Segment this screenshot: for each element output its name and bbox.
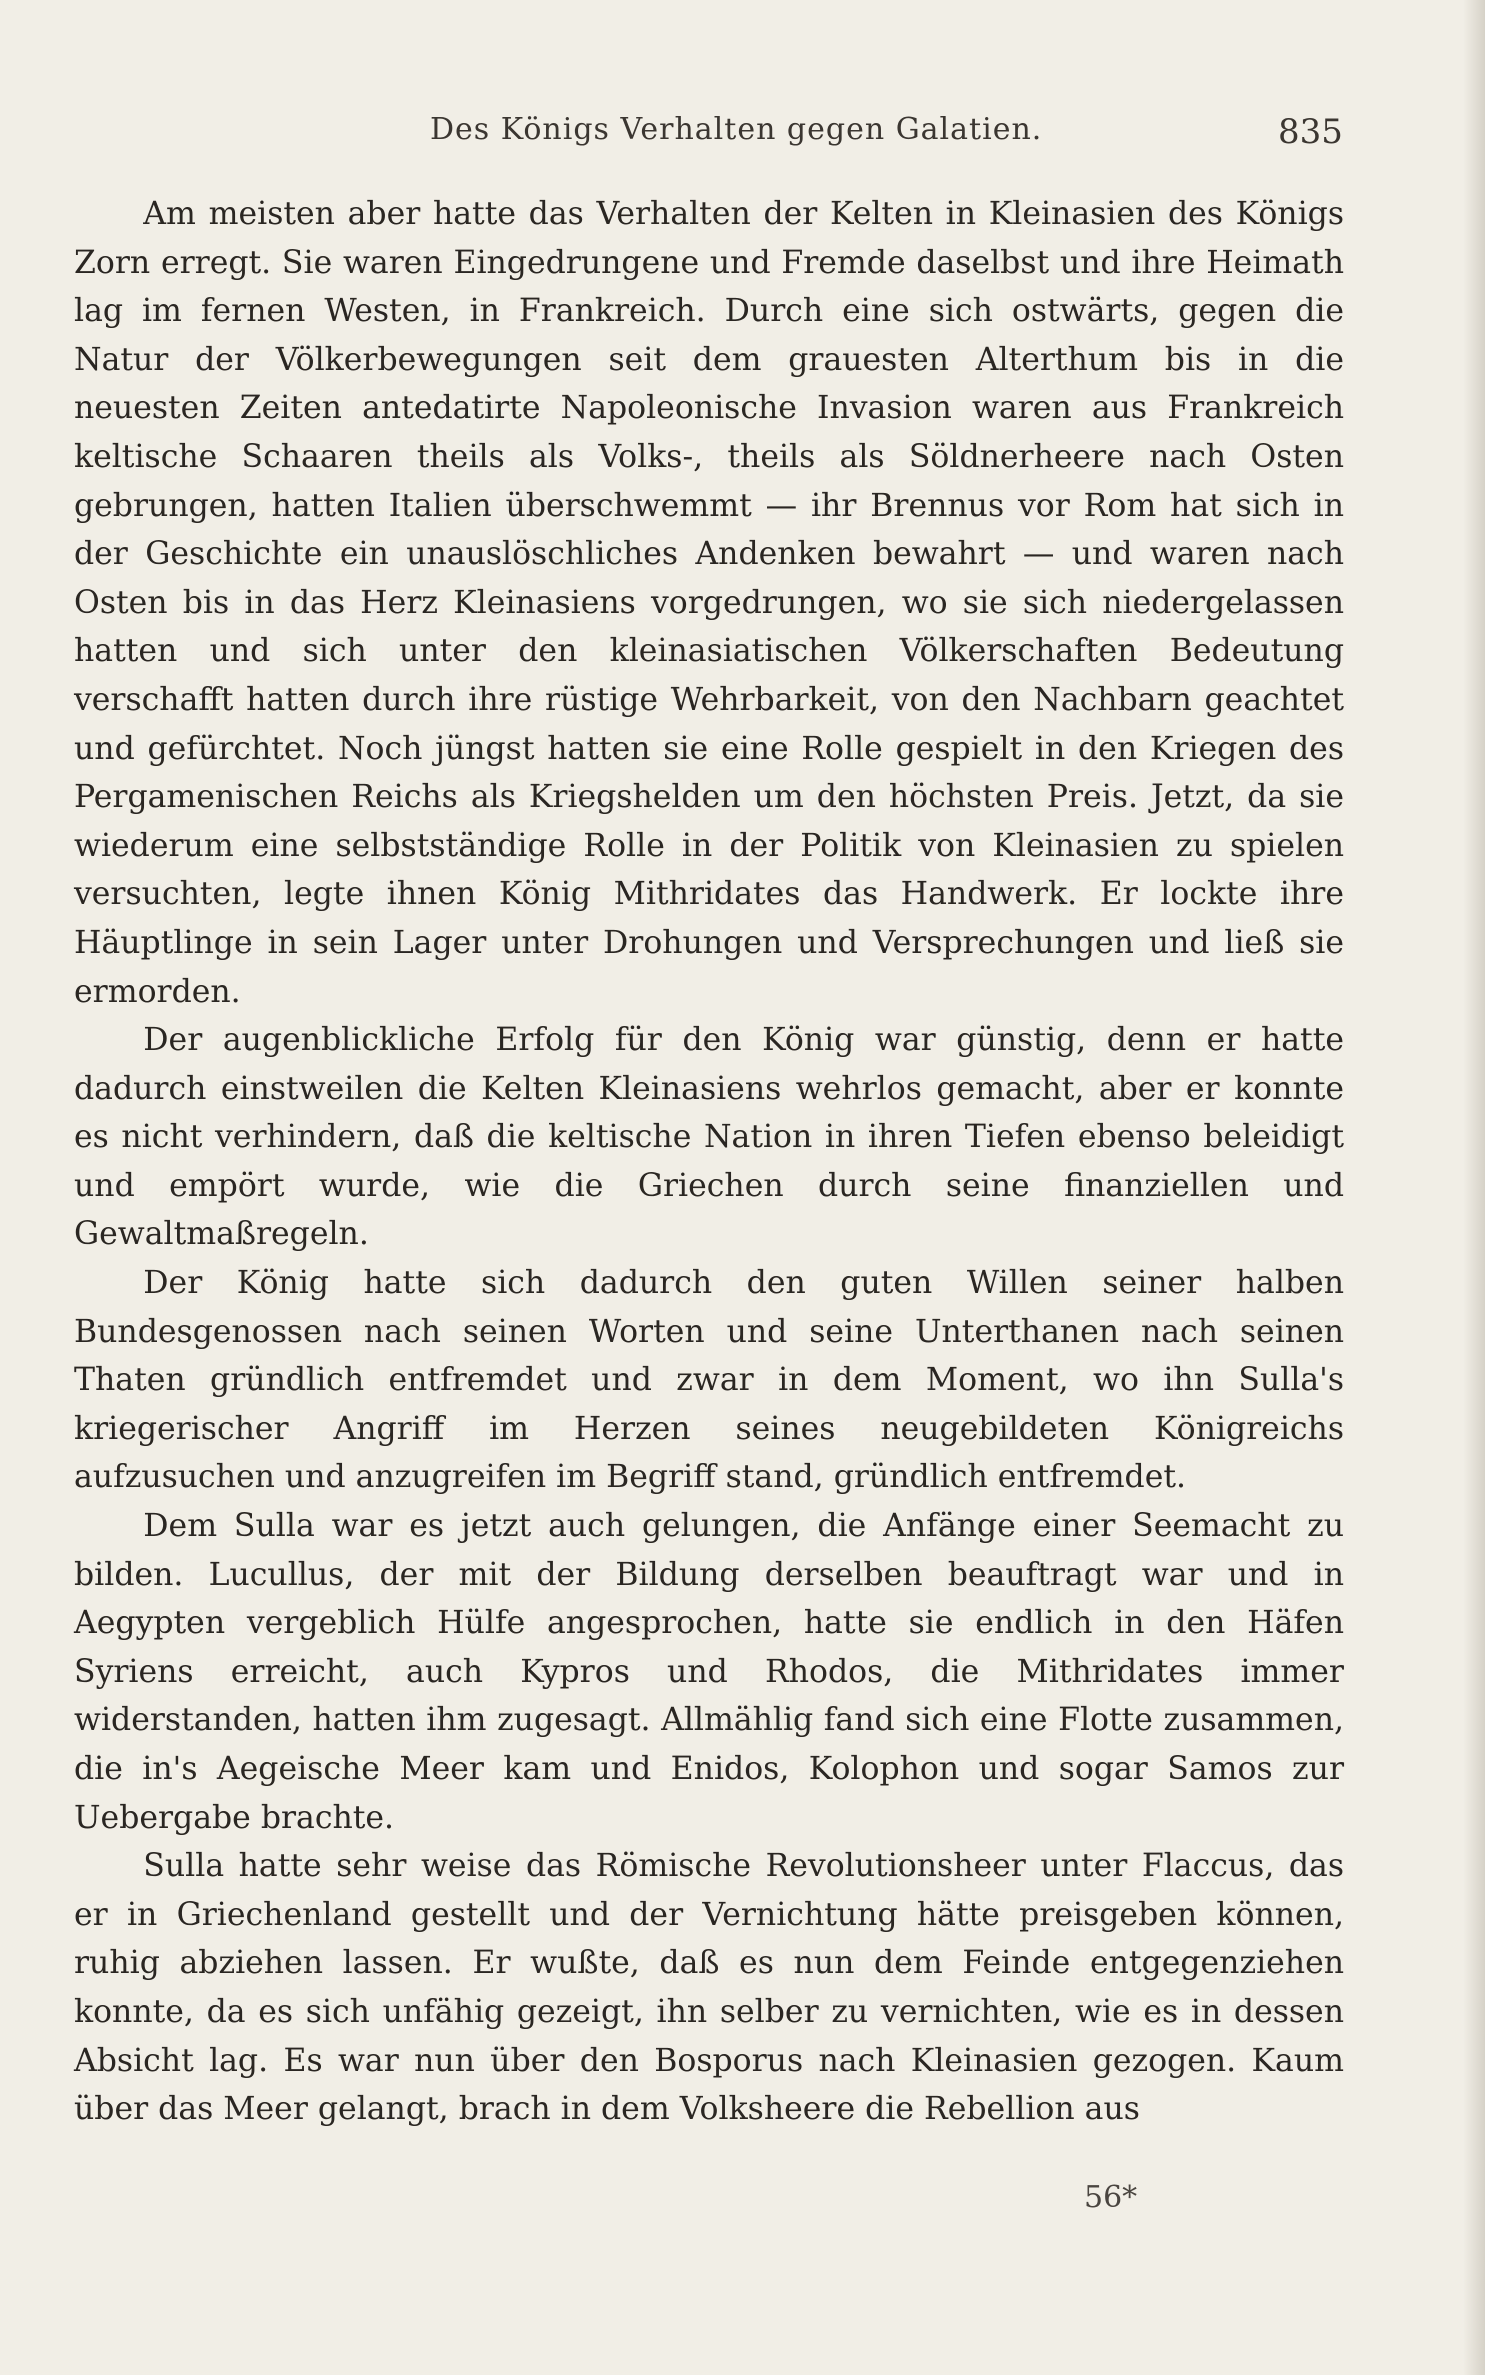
paragraph: Sulla hatte sehr weise das Römische Revolutionsheer unter Flaccus, das er in Griechenland gestellt und der Vernichtung hätte preisgeben können, ruhig abziehen lassen. Er wußte, daß es nun dem Feinde entgegenziehen konnte, da es sich unfähig gezeigt, ihn selber zu vernichten, wie es in dessen Absicht lag. Es war nun über den Bosporus nach Kleinasien gezogen. Kaum über das Meer gelangt, brach in dem Volksheere die Rebellion aus — [74, 1848, 1344, 2128]
signature-mark: 56* — [1084, 2180, 1138, 2215]
paragraph: Am meisten aber hatte das Verhalten der Kelten in Kleinasien des Königs Zorn erregt. Sie waren Eingedrungene und Fremde daselbst und ihre Heimath lag im fernen Westen, in Frankreich. Durch eine sich ostwärts, gegen die Natur der Völkerbewegungen seit dem grauesten Alterthum bis in die neuesten Zeiten antedatirte Napoleonische Invasion waren aus Frankreich keltische Schaaren theils als Volks-, theils als Söldnerheere nach Osten gebrungen, hatten Italien überschwemmt — ihr Brennus vor Rom hat sich in der Geschichte ein unauslöschliches Andenken bewahrt — und waren nach Osten bis in das Herz Kleinasiens vorgedrungen, wo sie sich niedergelassen hatten und sich unter den kleinasiatischen Völkerschaften Bedeutung verschafft hatten durch ihre rüstige Wehrbarkeit, von den Nachbarn geachtet und gefürchtet. Noch jüngst hatten sie eine Rolle gespielt in den Kriegen des Pergamenischen Reichs als Kriegshelden um den höchsten Preis. Jetzt, da sie wiederum eine selbstständige Rolle in der Politik von Kleinasien zu spielen versuchten, legte ihnen König Mithridates das Handwerk. Er lockte ihre Häuptlinge in sein Lager unter Drohungen und Versprechungen und ließ sie ermorden. — [74, 196, 1344, 1010]
paragraph: Der König hatte sich dadurch den guten Willen seiner halben Bundesgenossen nach seinen Worten und seine Unterthanen nach seinen Thaten gründlich entfremdet und zwar in dem Moment, wo ihn Sulla's kriegerischer Angriff im Herzen seines neugebildeten Königreichs aufzusuchen und anzugreifen im Begriff stand, gründlich entfremdet. — [74, 1265, 1344, 1496]
body-text — [74, 190, 1344, 2134]
paragraph: Der augenblickliche Erfolg für den König war günstig, denn er hatte dadurch einstweilen die Kelten Kleinasiens wehrlos gemacht, aber er konnte es nicht verhindern, daß die keltische Nation in ihren Tiefen ebenso beleidigt und empört wurde, wie die Griechen durch seine finanziellen und Gewaltmaßregeln. — [74, 1022, 1344, 1253]
page-number: 835 — [1278, 112, 1343, 152]
running-head: Des Königs Verhalten gegen Galatien. — [430, 112, 1043, 147]
paragraph: Dem Sulla war es jetzt auch gelungen, die Anfänge einer Seemacht zu bilden. Lucullus, der mit der Bildung derselben beauftragt war und in Aegypten vergeblich Hülfe angesprochen, hatte sie endlich in den Häfen Syriens erreicht, auch Kypros und Rhodos, die Mithridates immer widerstanden, hatten ihm zugesagt. Allmählig fand sich eine Flotte zusammen, die in's Aegeische Meer kam und Enidos, Kolophon und sogar Samos zur Uebergabe brachte. — [74, 1508, 1344, 1836]
